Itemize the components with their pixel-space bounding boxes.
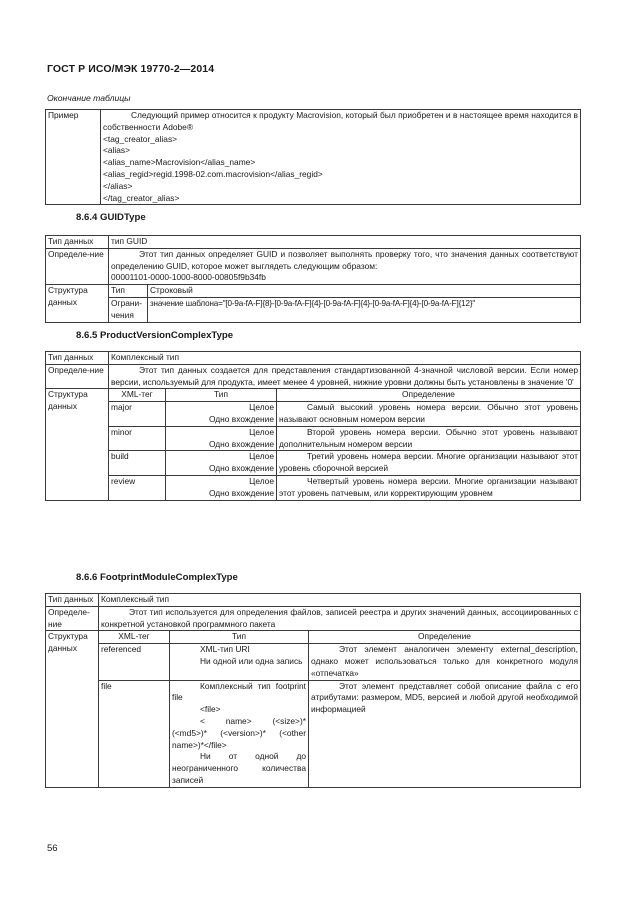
column-header: Определение — [309, 631, 581, 643]
type-line: Целое — [249, 426, 274, 437]
type-line: XML-тип URI — [200, 644, 250, 655]
footprint-struct-label: Структура данных — [46, 631, 99, 787]
footprint-type-value: Комплексный тип — [99, 594, 581, 607]
xml-tag-cell: file — [99, 680, 170, 787]
section-title-guid: 8.6.4 GUIDType — [76, 212, 146, 223]
guid-type-value: тип GUID — [109, 236, 581, 249]
code-line: <alias_regid>regid.1998-02.com.macrovision</alias_regid> — [103, 168, 323, 179]
footprint-table — [45, 593, 581, 788]
guid-def-text: Этот тип данных определяет GUID и позволяет выполнять проверку того, что значения данных соответствуют определению GUID, которое может выглядеть следующим образом: — [111, 248, 578, 271]
example-label: Пример — [46, 110, 101, 205]
xml-tag-cell: minor — [109, 426, 166, 451]
xml-tag-cell: build — [109, 451, 166, 476]
type-line: Целое — [249, 451, 274, 462]
type-line: Одно вхождение — [208, 463, 274, 474]
type-line: <file> — [200, 704, 221, 715]
guid-def-example: 00001101-0000-1000-8000-00805f9b34fb — [111, 272, 266, 283]
type-line: Комплексный тип footprint file — [172, 680, 306, 703]
code-line: <alias> — [103, 145, 131, 156]
guid-row2-label: Ограни-чения — [109, 297, 148, 321]
page-number: 56 — [47, 843, 58, 854]
guid-table — [45, 235, 581, 323]
type-line: Одно вхождение — [208, 413, 274, 424]
version-type-label: Тип данных — [46, 352, 109, 365]
section-title-version: 8.6.5 ProductVersionComplexType — [76, 330, 234, 341]
example-text: Следующий пример относится к продукту Macrovision, который был приобретен и в настоящее время находится в собственности Adobe® — [103, 110, 578, 132]
table-row — [99, 680, 580, 787]
version-def-text: Этот тип данных создается для представления стандартизованной 4-значной числовой версии. Если номер версии, используемый для продукта, имеет менее 4 уровней, нижние уровни должны быть установлены в значение '0' — [109, 364, 581, 389]
guid-row2-value: значение шаблона="[0-9a-fA-F]{8}-[0-9a-fA-F]{4}-[0-9a-fA-F]{4}-[0-9a-fA-F]{4}-[0-9a-fA-F]{12}" — [148, 297, 581, 321]
xml-tag-cell: referenced — [99, 644, 170, 680]
type-line: Целое — [249, 402, 274, 413]
footprint-struct-table — [99, 631, 580, 786]
table-row — [109, 402, 580, 427]
definition-cell: Второй уровень номера версии. Обычно этот уровень называют дополнительным номером версии — [277, 426, 581, 451]
type-cell — [166, 402, 277, 427]
column-header: XML-тег — [99, 631, 170, 643]
type-line: Одно вхождение — [208, 487, 274, 498]
guid-def — [109, 248, 581, 284]
guid-type-label: Тип данных — [46, 236, 109, 249]
document-header: ГОСТ Р ИСО/МЭК 19770-2—2014 — [47, 63, 215, 75]
table-row — [109, 475, 580, 499]
type-cell — [166, 426, 277, 451]
definition-cell: Четвертый уровень номера версии. Многие организации называют этот уровень патчевым, или корректирующим уровнем — [277, 475, 581, 499]
code-line: <alias_name>Macrovision</alias_name> — [103, 157, 256, 168]
guid-row1-value: Строковый — [148, 285, 581, 297]
definition-cell: Самый высокий уровень номера версии. Обычно этот уровень называют основным номером версии — [277, 402, 581, 427]
guid-struct-label: Структура данных — [46, 285, 109, 322]
type-line: Ни от одной до неограниченного количества записей — [172, 751, 306, 785]
footprint-def-text: Этот тип используется для определения файлов, записей реестра и других значений данных, ассоциированных с конкретной установкой программного пакета — [99, 606, 581, 631]
type-line: < name> (<size>)* (<md5>)* (<version>)* (<other name>)*</file> — [172, 715, 306, 750]
code-line: <tag_creator_alias> — [103, 133, 178, 144]
type-line: Целое — [249, 475, 274, 486]
type-cell — [170, 680, 309, 787]
version-table — [45, 351, 581, 501]
column-header: Тип — [170, 631, 309, 643]
type-cell — [166, 451, 277, 476]
xml-tag-cell: major — [109, 402, 166, 427]
column-header: XML-тег — [109, 389, 166, 401]
footprint-struct — [99, 631, 581, 787]
version-type-value: Комплексный тип — [109, 352, 581, 365]
table-caption: Окончание таблицы — [47, 93, 131, 103]
definition-cell: Третий уровень номера версии. Многие организации называют этот уровень сборочной версией — [277, 451, 581, 476]
version-struct-table — [109, 389, 580, 499]
version-struct — [109, 389, 581, 500]
type-cell — [170, 644, 309, 680]
guid-row1-label: Тип — [109, 285, 148, 297]
version-struct-label: Структура данных — [46, 389, 109, 500]
type-line: Ни одной или одна запись — [200, 655, 303, 666]
guid-struct — [109, 285, 581, 322]
footprint-type-label: Тип данных — [46, 594, 99, 607]
xml-tag-cell: review — [109, 475, 166, 499]
example-content — [101, 110, 581, 205]
code-line: </tag_creator_alias> — [103, 192, 180, 203]
footprint-def-label: Определе-ние — [46, 606, 99, 631]
table-row — [109, 426, 580, 451]
definition-cell: Этот элемент аналогичен элементу external_description, однако может использоваться только для конкретного модуля «отпечатка» — [309, 644, 581, 680]
table-row — [99, 644, 580, 680]
guid-def-label: Определе-ние — [46, 248, 109, 284]
type-cell — [166, 475, 277, 499]
column-header: Тип — [166, 389, 277, 401]
column-header: Определение — [277, 389, 581, 401]
guid-struct-table — [109, 285, 580, 321]
example-table — [45, 109, 581, 205]
definition-cell: Этот элемент представляет собой описание файла с его атрибутами: размером, MD5, версией и любой другой необходимой информацией — [309, 680, 581, 787]
section-title-footprint: 8.6.6 FootprintModuleComplexType — [76, 572, 238, 583]
table-row — [109, 451, 580, 476]
code-line: </alias> — [103, 180, 133, 191]
version-def-label: Определе-ние — [46, 364, 109, 389]
type-line: Одно вхождение — [208, 438, 274, 449]
